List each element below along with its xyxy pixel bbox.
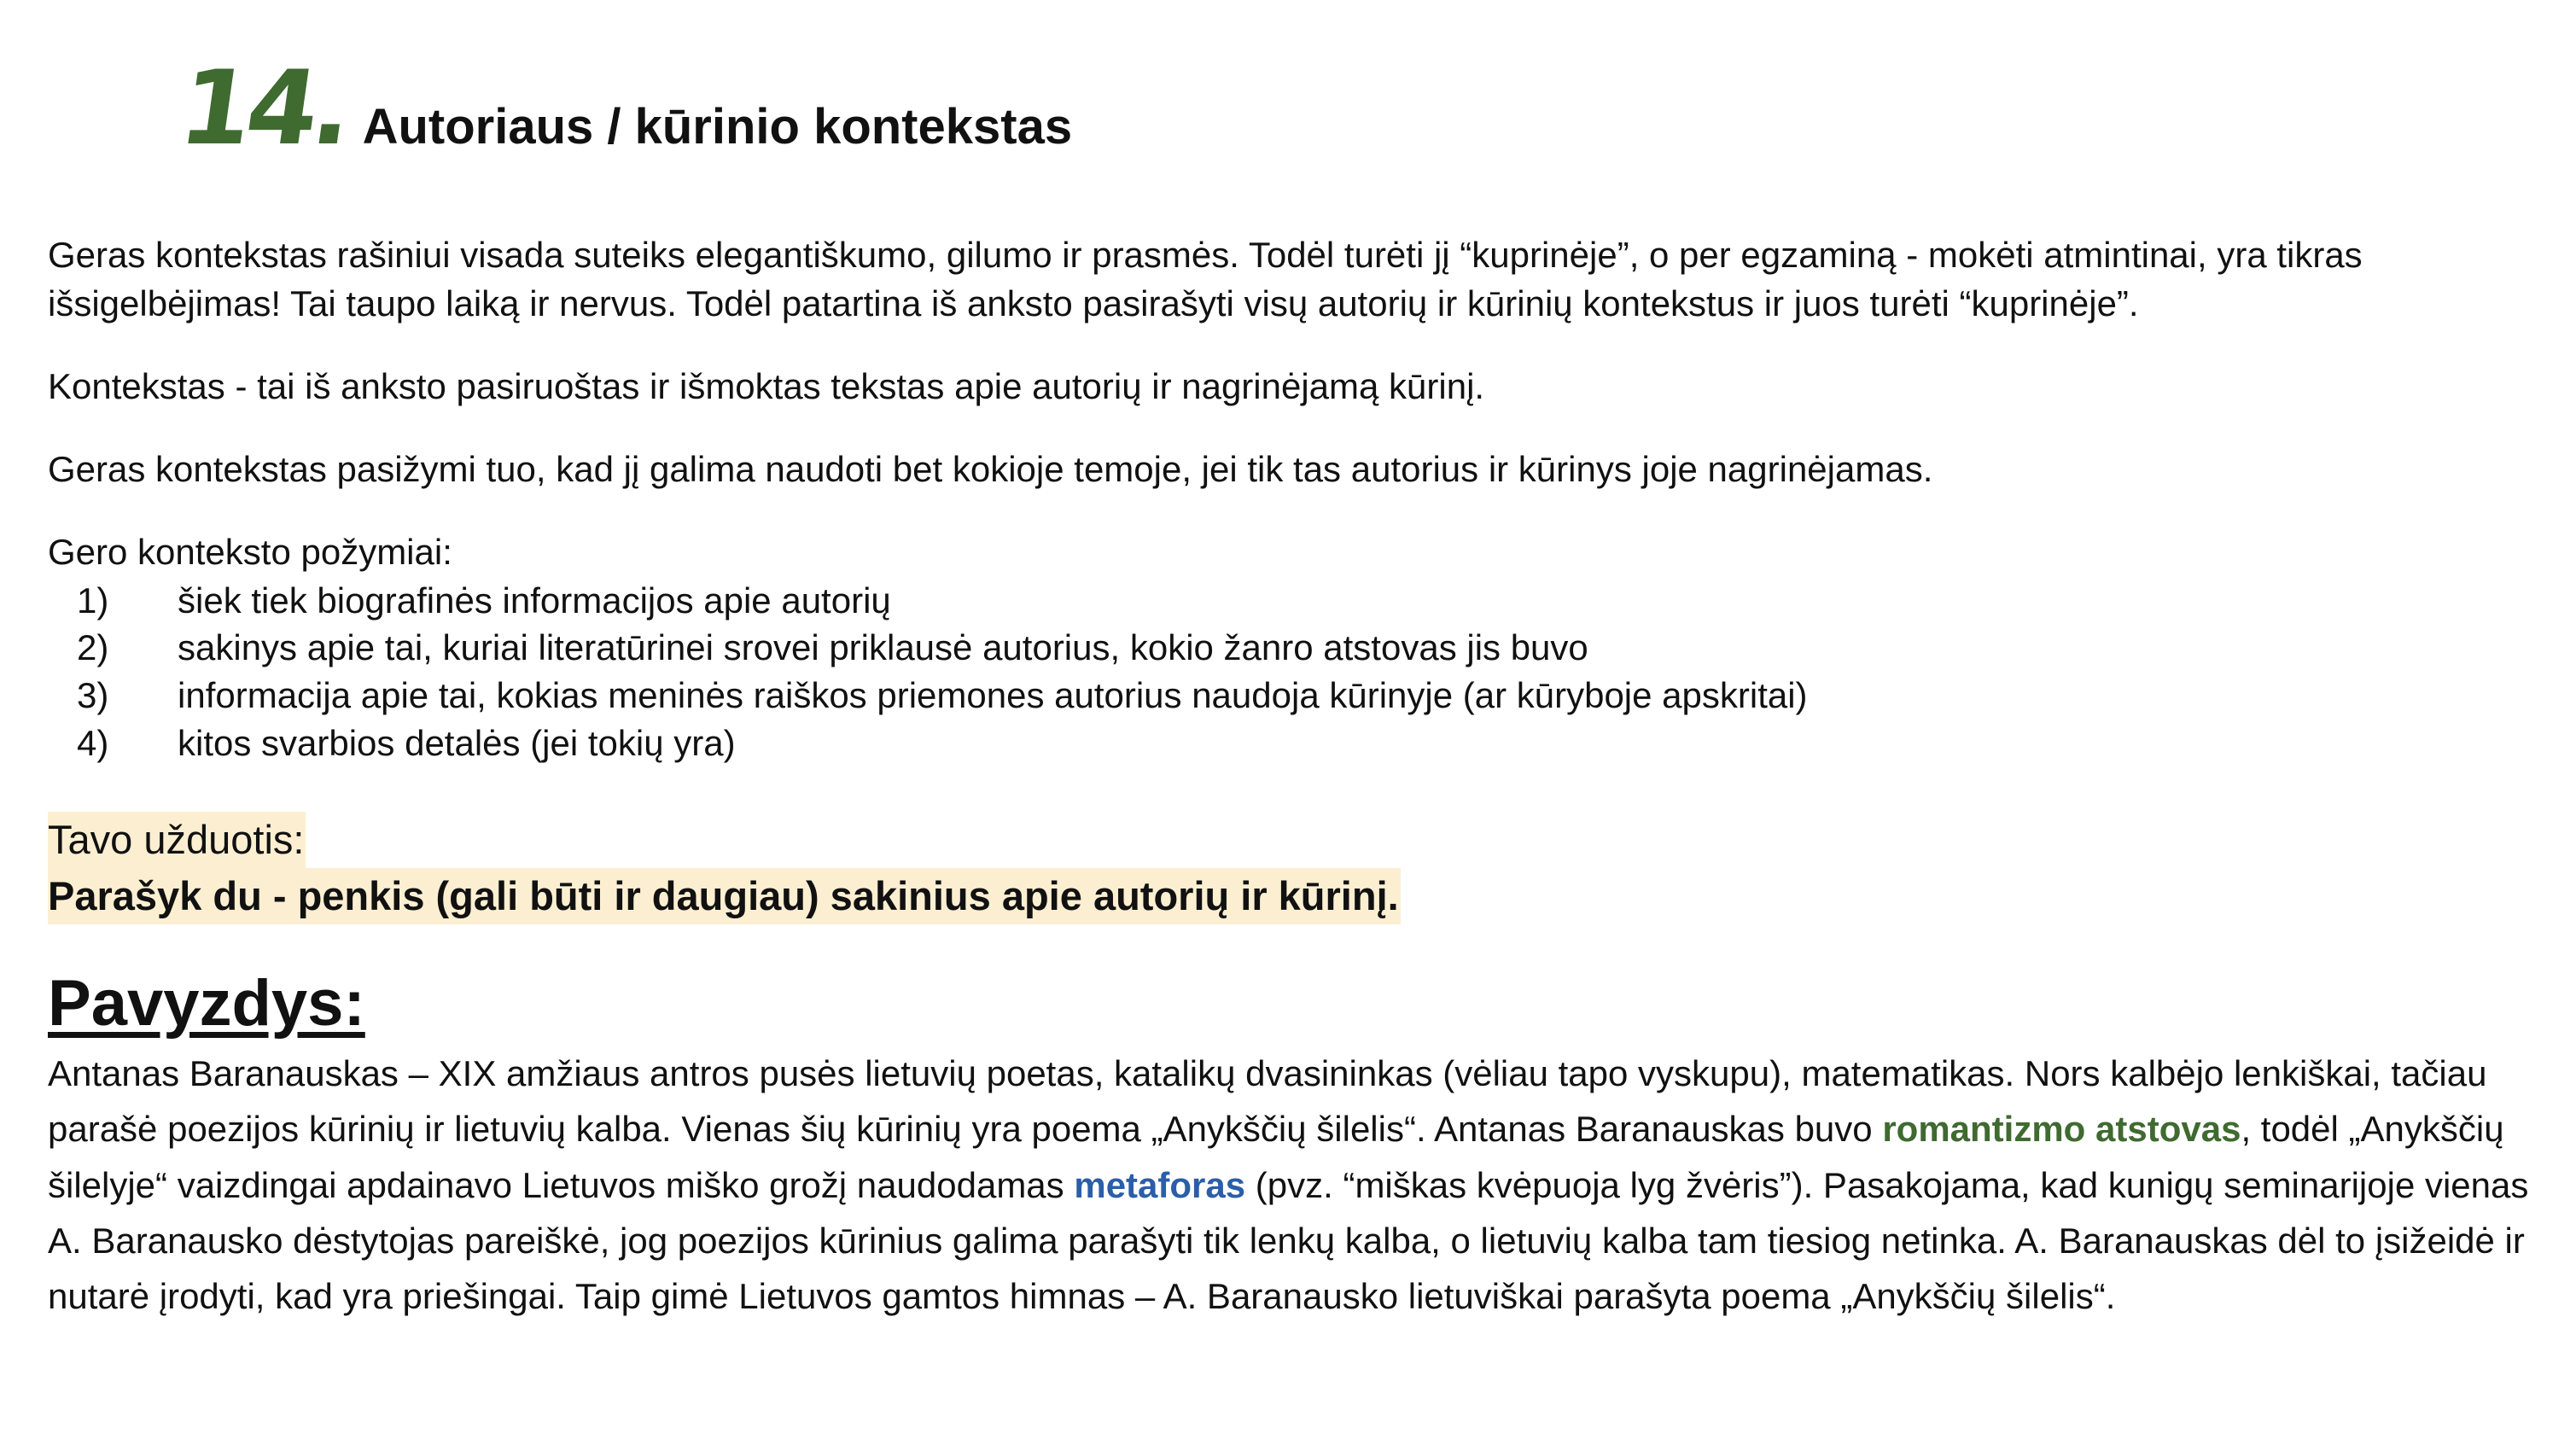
list-item xyxy=(48,577,2566,625)
section-header xyxy=(172,50,1073,168)
intro-paragraph-1: Geras kontekstas rašiniui visada suteiks elegantiškumo, gilumo ir prasmės. Todėl turėti jį “kuprinėje”, o per egzaminą - mokėti atmintinai, yra tikras išsigelbėjimas! Tai taupo laiką ir nervus. Todėl patartina iš anksto pasirašyti visų autorių ir kūrinių kontekstus ir juos turėti “kuprinėje”. xyxy=(48,235,2363,324)
list-item-text: kitos svarbios detalės (jei tokių yra) xyxy=(178,723,736,764)
list-item-text: sakinys apie tai, kuriai literatūrinei srovei priklausė autorius, kokio žanro atstovas jis buvo xyxy=(178,627,1588,668)
example-text-part-2: , todėl „Anykščių šilelyje“ vaizdingai apdainavo Lietuvos miško grožį naudodamas xyxy=(48,1109,2504,1205)
example-paragraph xyxy=(48,1046,2566,1323)
task-label: Tavo užduotis: xyxy=(48,812,306,868)
intro-paragraph-2: Kontekstas - tai iš anksto pasiruoštas ir išmoktas tekstas apie autorių ir nagrinėjamą kūrinį. xyxy=(48,366,1485,407)
example-text-part-1: Antanas Baranauskas – XIX amžiaus antros pusės lietuvių poetas, katalikų dvasininkas (vėliau tapo vyskupu), matematikas. Nors kalbėjo lenkiškai, tačiau parašė poezijos kūrinių ir lietuvių kalba. Vienas šių kūrinių yra poema „Anykščių šilelis“. Antanas Baranauskas buvo xyxy=(48,1053,2487,1150)
list-item-number: 4) xyxy=(77,723,109,764)
intro-paragraph-3: Geras kontekstas pasižymi tuo, kad jį galima naudoti bet kokioje temoje, jei tik tas autorius ir kūrinys joje nagrinėjamas. xyxy=(48,449,1933,490)
list-item-text: šiek tiek biografinės informacijos apie autorių xyxy=(178,580,891,621)
list-item-number: 3) xyxy=(77,675,109,716)
list-item xyxy=(48,720,2566,767)
section-title: Autoriaus / kūrinio kontekstas xyxy=(362,99,1073,154)
list-item-number: 2) xyxy=(77,627,109,668)
task-box xyxy=(48,812,2566,924)
list-item xyxy=(48,672,2566,720)
section-number: 14. xyxy=(172,50,356,168)
features-heading: Gero konteksto požymiai: xyxy=(48,532,452,573)
example-heading: Pavyzdys: xyxy=(48,966,365,1040)
metaphors-highlight: metaforas xyxy=(1074,1164,1246,1205)
list-item-text: informacija apie tai, kokias meninės raiškos priemones autorius naudoja kūrinyje (ar kūryboje apskritai) xyxy=(178,675,1808,716)
document-body xyxy=(48,230,2566,1324)
list-item-number: 1) xyxy=(77,580,109,621)
task-text: Parašyk du - penkis (gali būti ir daugiau) sakinius apie autorių ir kūrinį. xyxy=(48,868,1401,924)
list-item xyxy=(48,624,2566,672)
features-list xyxy=(48,577,2566,767)
example-text-part-3: (pvz. “miškas kvėpuoja lyg žvėris”). Pasakojama, kad kunigų seminarijoje vienas A. Baranausko dėstytojas pareiškė, jog poezijos kūrinius galima parašyti tik lenkų kalba, o lietuvių kalba tam tiesiog netinka. A. Baranauskas dėl to įsižeidė ir nutarė įrodyti, kad yra priešingai. Taip gimė Lietuvos gamtos himnas – A. Baranausko lietuviškai parašyta poema „Anykščių šilelis“. xyxy=(48,1164,2529,1316)
romanticism-highlight: romantizmo atstovas xyxy=(1882,1109,2241,1150)
